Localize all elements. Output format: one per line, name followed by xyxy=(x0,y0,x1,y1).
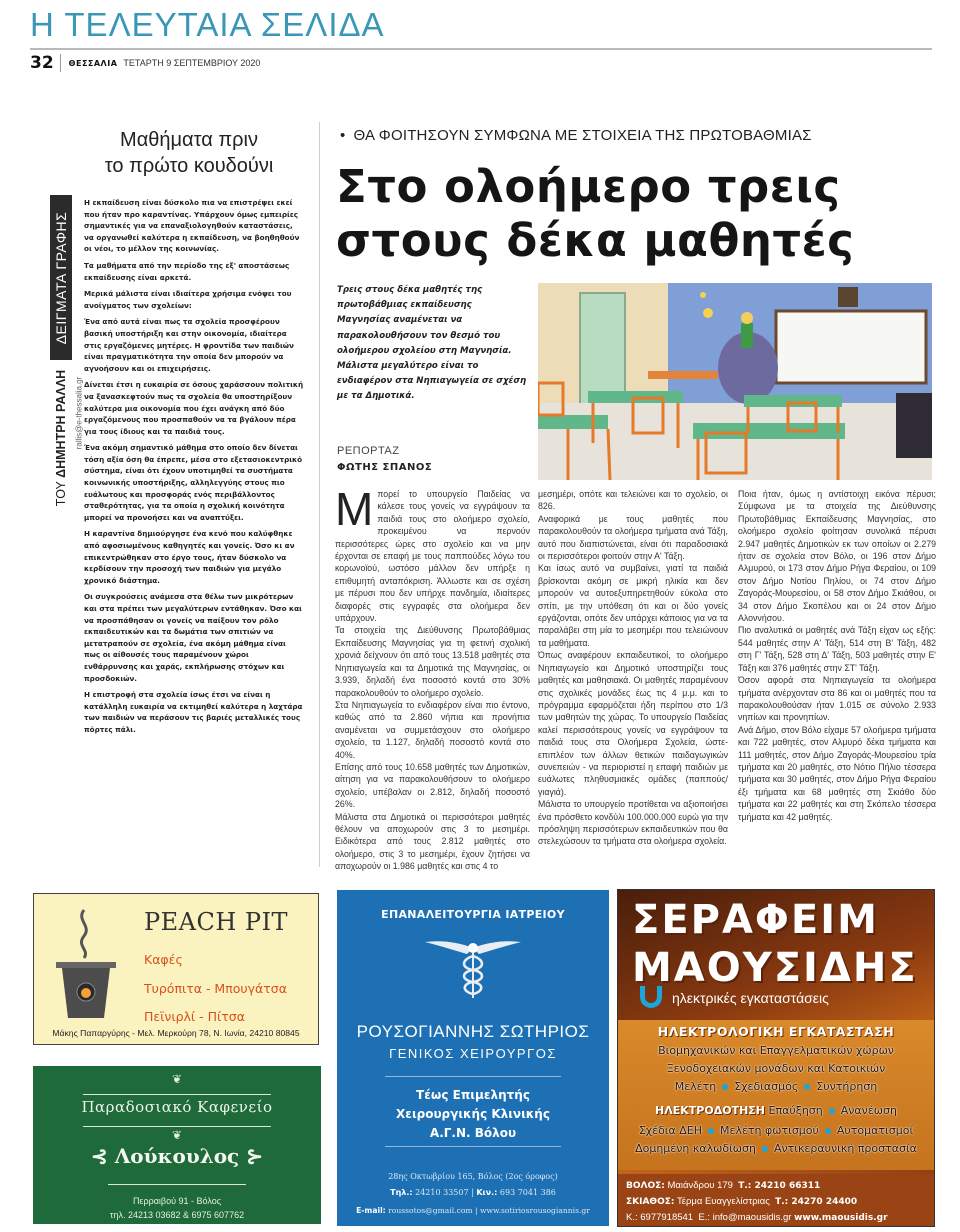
bullet-icon xyxy=(829,1108,835,1114)
services-row-2 xyxy=(618,1124,934,1137)
cafe-name xyxy=(33,1144,321,1168)
service-item: Ανανέωση xyxy=(840,1104,897,1117)
contact-volos xyxy=(626,1178,926,1194)
article-column-3 xyxy=(738,488,936,823)
role-line: Α.Γ.Ν. Βόλου xyxy=(429,1126,517,1140)
opinion-title-line2: το πρώτο κουδούνι xyxy=(104,155,274,177)
article-paragraph: Επίσης από τους 10.658 μαθητές των Δημοτικών, αίτηση για να παρακολουθήσουν το ολοήμερο σχολείο, υπέβαλαν οι 2.812, δηλαδή ποσοστό 26%. xyxy=(335,761,530,810)
maousidis-tagline: ηλεκτρικές εγκαταστάσεις xyxy=(672,990,829,1006)
supply-line xyxy=(618,1104,934,1117)
website[interactable]: www.maousidis.gr xyxy=(794,1213,888,1223)
column-divider xyxy=(319,122,320,867)
opinion-title-line1: Μαθήματα πριν xyxy=(120,129,258,151)
divider xyxy=(385,1076,561,1077)
opinion-paragraph: Ένα από αυτά είναι πως τα σχολεία προσφέρουν βασική υποστήριξη και στην οικονομία, ιδιαίτερα στις εργαζόμενες μητέρες. Η φροντίδα των παιδιών είναι πραγματικότητα την οποία δεν μπορούν να αγνοήσουν και οι επιχειρήσεις. xyxy=(84,317,294,373)
doctor-headline: ΕΠΑΝΑΛΕΙΤΟΥΡΓΙΑ ΙΑΤΡΕΙΟΥ xyxy=(381,908,565,921)
article-column-2 xyxy=(538,488,728,848)
services-line-1: Βιομηχανικών και Επαγγελματικών χώρων xyxy=(658,1044,894,1057)
bullet-icon xyxy=(762,1146,768,1152)
article-paragraph: Στα Νηπιαγωγεία το ενδιαφέρον είναι πιο έντονο, καθώς από τα 2.860 νήπια και προνήπια αναμένεται να συμμετάσχουν στο ολοήμερο σχολείο, τα 1.127, δηλαδή ποσοστό κοντά στο 40%. xyxy=(335,699,530,760)
maousidis-brand xyxy=(632,896,918,992)
doctor-role xyxy=(337,1086,609,1143)
address: Τέρμα Ευαγγελίστριας xyxy=(676,1196,770,1207)
article-paragraph: Όπως αναφέρουν εκπαιδευτικοί, το ολοήμερο Νηπιαγωγείο και Δημοτικό υποστηρίζει τους μαθητές και μαθησιακά. Οι μαθητές παραμένουν στις σχολικές μονάδες έως τις 4 μ.μ. και το πρόγραμμα εφαρμόζεται ήδη περίπου στο 1/3 των μαθητών της χώρας. Το υπουργείο Παιδείας καλεί περισσότερους γονείς να εγγράψουν τα παιδιά τους στα Ολοήμερα Σχολεία, ώστε- επιπλέον των άλλων θετικών παιδαγωγικών συνεπειών - να περιοριστεί η επαφή παιδιών με ευάλωτες πληθυσμιακές ομάδες (παππούς/γιαγιά). xyxy=(538,650,728,797)
article-paragraph: μεσημέρι, οπότε και τελειώνει και το σχολείο, οι 826. xyxy=(538,489,728,512)
mobile[interactable]: Κ.: 6977918541 xyxy=(626,1212,694,1223)
author-byline xyxy=(50,368,72,508)
author-name: ΔΗΜΗΤΡΗ ΡΑΛΛΗ xyxy=(54,369,68,478)
paper-name: ΘΕΣΣΑΛΙΑ xyxy=(68,58,118,68)
article-paragraph: Και ίσως αυτό να συμβαίνει, γιατί τα παιδιά βρίσκονται ακόμη σε μικρή ηλικία και δεν μπορούν να αυτοεξυπηρετηθούν εύκολα στο σπίτι, με την υπόθεση ότι και οι δύο γονείς εργάζονται, οπότε δεν υπάρχει κάποιος για να τα παραλάβει στη μία το μεσημέρι που τελειώνουν τα μαθήματα. xyxy=(538,563,728,648)
services-list xyxy=(618,1080,934,1093)
article-paragraph xyxy=(335,483,530,624)
service-item: Αυτοματισμοί xyxy=(836,1124,914,1137)
ad-peach-pit[interactable] xyxy=(33,893,319,1045)
opinion-paragraph: Δίνεται έτσι η ευκαιρία σε όσους χαράσσουν πολιτική να ξανασκεφτούν πως τα σχολεία θα υποστηρίξουν καλύτερα μια οικονομία που έχει ανάγκη από δύο εργαζόμενους που προσπαθούν να τα βγάλουν πέρα για τους ίδιους και τα παιδιά τους. xyxy=(84,380,304,436)
opinion-paragraph: Τα μαθήματα από την περίοδο της εξ' αποστάσεως εκπαίδευσης είναι αρκετά. xyxy=(84,260,290,282)
bullet-icon xyxy=(825,1128,831,1134)
service-item: Αντικεραυνική προστασία xyxy=(773,1142,917,1155)
cafe-name-text: Λούκουλος xyxy=(114,1144,240,1168)
service-item: Σχέδια ΔΕΗ xyxy=(638,1124,703,1137)
opinion-paragraph: Ένα ακόμη σημαντικό μάθημα στο οποίο δεν δίνεται τόση αξία όση θα έπρεπε, μέσα στο εξετασιοκεντρικό σύστημα, είναι ότι έχουν υποτιμηθεί τα συστήματα κοινωνικής υποστήριξης, αλληλεγγύης στους πιο ευάλωτους και προσφοράς ενός περιβάλλοντος σταθερότητας, για τα οποία η σχολική κοινότητα μπορεί να προνοήσει και να αναπτύξει. xyxy=(84,443,303,522)
column-label-box xyxy=(50,195,72,360)
brand-line2: ΜΑΟΥΣΙΔΗΣ xyxy=(632,945,918,991)
logo-u-icon xyxy=(640,986,662,1008)
tel-label: Τηλ.: xyxy=(390,1188,413,1197)
service-item: Δομημένη καλωδίωση xyxy=(635,1142,756,1155)
author-prefix: ΤΟΥ xyxy=(54,481,68,507)
bullet-icon xyxy=(722,1084,728,1090)
ad-doctor[interactable] xyxy=(337,890,609,1226)
peach-brand: PEACH PIT xyxy=(144,908,289,936)
article-paragraph: Ποια ήταν, όμως η αντίστοιχη εικόνα πέρυσι; Σύμφωνα με τα στοιχεία της Διεύθυνσης Πρωτοβάθμιας Εκπαίδευσης Μαγνησίας, στο ολοήμερο σχολείο φοίτησαν συνολικά πέρυσι 2.947 μαθητές Δημοτικών εκ των οποίων οι 2.279 ήταν σε σχολεία στον Βόλο, οι 196 στον Δήμο Αλμυρού, οι 173 στον Δήμο Ρήγα Φεραίου, οι 109 στον Δήμο Νοτίου Πηλίου, οι 74 στον Δήμο Ζαγοράς-Μουρεσίου, οι 58 στον Δήμο Σκιάθου, οι 34 στον Δήμο Σκοπέλου και οι 24 στον Δήμο Αλοννήσου. xyxy=(738,489,936,624)
doctor-contact: E-mail: roussotos@gmail.com | www.sotiriosrousogiannis.gr xyxy=(356,1206,590,1215)
email-label: E-mail: xyxy=(356,1206,386,1215)
coffee-cup-icon xyxy=(54,906,119,1021)
doctor-phones: Τηλ.: 24210 33507 | Κιν.: 693 7041 386 xyxy=(390,1188,556,1197)
article-column-1 xyxy=(335,483,530,873)
bullet-icon: • xyxy=(340,127,346,144)
article-text: πορεί το υπουργείο Παιδείας να κάλεσε τους γονείς να εγγράψουν τα παιδιά τους στο ολοήμερο σχολείο, προκειμένου να περνούν περισσότερες ώρες στο σχολείο και να μην έρχονται σε επαφή με τους παππούδες λόγω του κορωνοϊού, ωστόσο μάλλον δεν υπήρξε η επιθυμητή ανταπόκριση. Άλλωστε και σε σχέση με πέρυσι που δεν υπήρχε πανδημία, ιδιαίτερες διαφορές στις εγγραφές στα ολοήμερα δεν υπάρχουν. xyxy=(335,489,530,624)
services-heading: ΗΛΕΚΤΡΟΛΟΓΙΚΗ ΕΓΚΑΤΑΣΤΑΣΗ xyxy=(657,1024,895,1039)
service-item: Συντήρηση xyxy=(816,1080,878,1093)
peach-footer: Μάκης Παπαργύρης - Μελ. Μερκούρη 78, Ν. Ιωνία, 24210 80845 xyxy=(52,1028,300,1038)
doctor-email[interactable]: roussotos@gmail.com xyxy=(388,1206,473,1215)
article-paragraph: Τα στοιχεία της Διεύθυνσης Πρωτοβάθμιας Εκπαίδευσης Μαγνησίας για τη φετινή σχολική χρονιά δείχνουν ότι από τους 13.518 μαθητές στα Νηπιαγωγεία και τα Δημοτικά της Μαγνησίας, οι 3.939, δηλαδή ένα ποσοστό κοντά στο 30% παρακολουθούν το ολοήμερο σχολείο. xyxy=(335,625,530,698)
issue-date: ΤΕΤΑΡΤΗ 9 ΣΕΠΤΕΜΒΡΙΟΥ 2020 xyxy=(123,58,261,68)
kicker-text: ΘΑ ΦΟΙΤΗΣΟΥΝ ΣΥΜΦΩΝΑ ΜΕ ΣΤΟΙΧΕΙΑ ΤΗΣ ΠΡΩΤΟΒΑΘΜΙΑΣ xyxy=(353,127,812,144)
service-item: Σχεδιασμός xyxy=(734,1080,799,1093)
cafe-address: Περραιβού 91 - Βόλος xyxy=(132,1196,222,1206)
opinion-paragraph: Η επιστροφή στα σχολεία ίσως έτσι να είναι η κατάλληλη ευκαιρία να εκτιμηθεί καλύτερα η λαχτάρα των παιδιών να περάσουν τις βαριές μεταλλικές τους πόρτες πάλι. xyxy=(84,690,303,734)
page-number: 32 xyxy=(30,54,61,72)
doctor-address: 28ης Οκτωβρίου 165, Βόλος (2ος όροφος) xyxy=(388,1172,558,1181)
opinion-paragraph: Οι συγκρούσεις ανάμεσα στα θέλω των μικρότερων και στα πρέπει των μεγαλύτερων εντάθηκαν. Όσο και να προσπάθησαν οι γονείς να παίξουν τον ρόλο εκπαιδευτικών και τα δωμάτια των σπιτιών να μετατραπούν σε σχολεία, ένα ακόμη μάθημα είναι πως οι αίθουσές τους παραμένουν χώροι ενθάρρυνσης και χαράς, εκπλήρωσης στόχων και προσδοκιών. xyxy=(84,592,302,683)
article-paragraph: Πιο αναλυτικά οι μαθητές ανά Τάξη είχαν ως εξής: 544 μαθητές στην Α' Τάξη, 514 στη Β' Τάξη, 482 στη Γ' Τάξη, 528 στη Δ' Τάξη, 503 μαθητές στην Ε' Τάξη και 376 μαθητές στην ΣΤ' Τάξη. xyxy=(738,625,936,673)
article-lede: Τρεις στους δέκα μαθητές της πρωτοβάθμιας εκπαίδευσης Μαγνησίας αναμένεται να παρακολουθήσουν τον θεσμό του ολοήμερου σχολείου στη Μαγνησία. Μάλιστα μεγαλύτερο είναι το ενδιαφέρον στα Νηπιαγωγεία σε σχέση με τα Δημοτικά. xyxy=(337,285,527,402)
drop-cap: Μ xyxy=(335,483,374,535)
article-paragraph: Όσον αφορά στα Νηπιαγωγεία τα ολοήμερα τμήματα ανέρχονταν στα 86 και οι μαθητές που τα παρακολουθούσαν ήταν 1.015 σε σύνολο 2.933 νηπίων και προνηπίων. xyxy=(738,675,936,723)
city-label: ΣΚΙΑΘΟΣ: xyxy=(626,1197,675,1207)
article-headline xyxy=(336,160,936,268)
bullet-icon xyxy=(708,1128,714,1134)
peach-line-2: Τυρόπιτα - Μπουγάτσα xyxy=(144,981,287,996)
article-paragraph: Μάλιστα το υπουργείο προτίθεται να αξιοποιήσει ένα πρόσθετο κονδύλι 100.000.000 ευρώ για την πρόσληψη περισσότερων εκπαιδευτικών που θα στελεχώσουν τα τμήματα στα ολοήμερα σχολεία. xyxy=(538,799,728,847)
ornament-icon: ❦ xyxy=(171,1128,183,1142)
reporter-name: ΦΩΤΗΣ ΣΠΑΝΟΣ xyxy=(337,462,433,473)
mobile-number[interactable]: 693 7041 386 xyxy=(499,1188,556,1197)
headline-line1: Στο ολοήμερο τρεις xyxy=(336,160,841,213)
address: Μαιάνδρου 179 xyxy=(667,1180,733,1191)
ornament-rule xyxy=(108,1184,246,1185)
flourish-right-icon: ⊱ xyxy=(246,1144,263,1168)
services-panel xyxy=(618,1020,934,1170)
tel-number[interactable]: 24210 33507 xyxy=(415,1188,469,1197)
article-kicker xyxy=(340,127,812,144)
ad-maousidis[interactable] xyxy=(617,889,935,1227)
role-line: Τέως Επιμελητής xyxy=(416,1088,530,1102)
service-item: Μελέτη xyxy=(674,1080,717,1093)
services-line-2: Ξενοδοχειακών μονάδων και Κατοικιών xyxy=(666,1062,886,1075)
bullet-icon xyxy=(804,1084,810,1090)
ornament-icon: ❦ xyxy=(171,1072,183,1086)
section-title: Η ΤΕΛΕΥΤΑΙΑ ΣΕΛΙΔΑ xyxy=(30,6,385,43)
headline-line2: στους δέκα μαθητές xyxy=(336,214,855,267)
article-paragraph: Μάλιστα στα Δημοτικά οι περισσότεροι μαθητές θέλουν να αποχωρούν στις 3 το μεσημέρι. Ειδικότερα από τους 2.812 μαθητές στο ολοήμερο, στις 3 το μεσημέρι, έχουν ζητήσει να αποχωρούν οι 1.986 μαθητές και στις 4 το xyxy=(335,811,530,872)
opinion-paragraph: Η εκπαίδευση είναι δύσκολο πια να επιστρέψει εκεί που ήταν προ καραντίνας. Υπάρχουν όμως εμπειρίες σημαντικές για να επαναξιολογηθούν καταστάσεις, να οργανωθεί καλύτερα η εκπαίδευση, να βοηθηθούν οι νέοι, το μέλλον της κοινωνίας. xyxy=(84,198,300,254)
peach-line-1: Καφές xyxy=(144,952,183,967)
report-label: ΡΕΠΟΡΤΑΖ xyxy=(337,445,400,457)
phone[interactable]: Τ.: 24210 66311 xyxy=(738,1181,821,1191)
ornament-rule xyxy=(83,1094,271,1095)
opinion-paragraph: Η καραντίνα δημιούργησε ένα κενό που καλύφθηκε από αφοσιωμένους καθηγητές και γονείς. Όσο κι αν επικεντρώθηκαν στο έργο τους, ήταν δύσκολο να κερδίσουν την προσοχή των παιδιών για μεγάλο χρονικό διάστημα. xyxy=(84,529,295,585)
contact-online xyxy=(626,1210,926,1226)
opinion-paragraph: Μερικά μάλιστα είναι ιδιαίτερα χρήσιμα ενόψει του ανοίγματος των σχολείων: xyxy=(84,289,292,310)
cafe-phone: τηλ. 24213 03682 & 6975 607762 xyxy=(109,1210,245,1220)
classroom-photo xyxy=(538,283,932,480)
header-rule xyxy=(30,48,932,50)
phone[interactable]: Τ.: 24270 24400 xyxy=(775,1197,858,1207)
city-label: ΒΟΛΟΣ: xyxy=(626,1181,665,1191)
flourish-left-icon: ⊰ xyxy=(91,1144,108,1168)
ornament-rule xyxy=(83,1126,271,1127)
contact-skiathos xyxy=(626,1194,926,1210)
cafe-title: Παραδοσιακό Καφενείο xyxy=(81,1098,273,1116)
author-email-text[interactable]: rallis@e-thessalia.gr xyxy=(74,376,84,450)
mobile-label: Κιν.: xyxy=(476,1188,498,1197)
ad-cafe-loukoulos[interactable] xyxy=(33,1066,321,1224)
services-row-3 xyxy=(618,1142,934,1155)
column-label: ΔΕΙΓΜΑΤΑ ΓΡΑΦΗΣ xyxy=(53,211,69,344)
divider xyxy=(385,1146,561,1147)
doctor-name: ΡΟΥΣΟΓΙΑΝΝΗΣ ΣΩΤΗΡΙΟΣ xyxy=(356,1022,590,1041)
email[interactable]: Ε.: info@maousidis.gr xyxy=(698,1212,792,1223)
opinion-body xyxy=(84,197,304,741)
peach-line-3: Πεϊνιρλί - Πίτσα xyxy=(144,1009,245,1024)
article-paragraph: Ανά Δήμο, στον Βόλο είχαμε 57 ολοήμερα τμήματα και 722 μαθητές, στον Αλμυρό δέκα τμήματα και 111 μαθητές, στον Δήμο Ζαγοράς-Μουρεσίου τρία τμήματα και 20 μαθητές, στο Νότιο Πήλιο τέσσερα τμήματα και 30 μαθητές, στον Δήμο Ρήγα Φεραίου έξι τμήματα και 68 μαθητές στη Σκιάθο δύο τμήματα και 22 μαθητές και στη Σκόπελο τέσσερα τμήματα και 42 μαθητές. xyxy=(738,724,936,822)
doctor-website[interactable]: www.sotiriosrousogiannis.gr xyxy=(480,1206,590,1215)
opinion-title xyxy=(84,127,294,179)
caduceus-icon xyxy=(423,932,523,1002)
doctor-specialty: ΓΕΝΙΚΟΣ ΧΕΙΡΟΥΡΓΟΣ xyxy=(389,1046,557,1061)
article-paragraph: Αναφορικά με τους μαθητές που παρακολουθούν τα ολοήμερα τμήματα ανά Τάξη, αυτό που διαπιστώνεται, είναι ότι παραδοσιακά οι περισσότεροι φοιτούν στην Α' Τάξη. xyxy=(538,513,728,562)
role-line: Χειρουργικής Κλινικής xyxy=(396,1107,550,1121)
folio xyxy=(30,53,260,73)
service-item: Επαύξηση xyxy=(768,1104,823,1117)
supply-heading: ΗΛΕΚΤΡΟΔΟΤΗΣΗ xyxy=(655,1104,766,1117)
brand-line1: ΣΕΡΑΦΕΙΜ xyxy=(632,897,879,943)
service-item: Μελέτη φωτισμού xyxy=(720,1124,819,1137)
maousidis-contacts xyxy=(618,1174,934,1227)
